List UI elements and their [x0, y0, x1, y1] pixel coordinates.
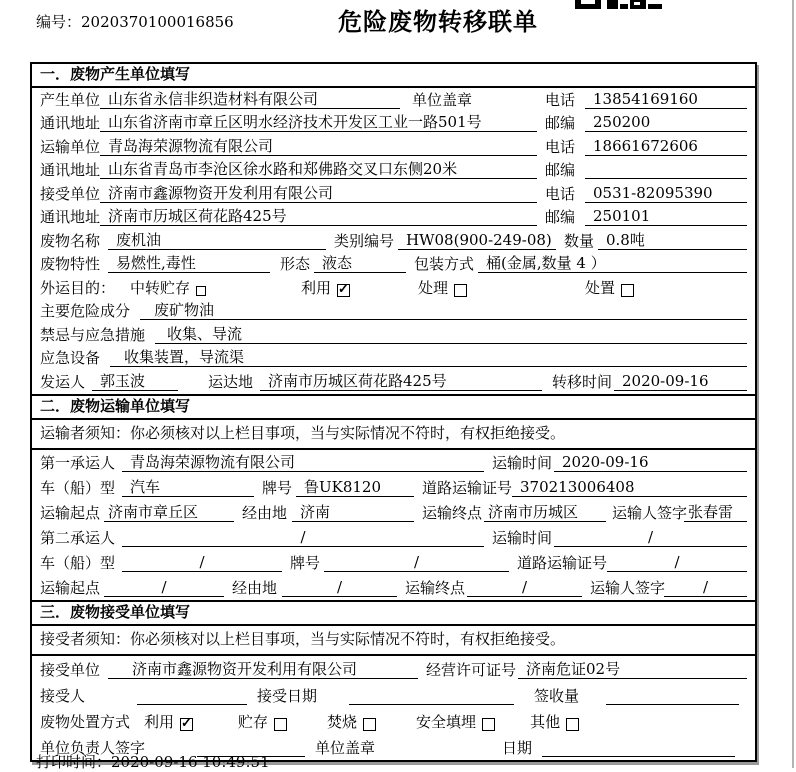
purpose-treat-option — [418, 280, 467, 297]
equipment-label: 应急设备 — [40, 349, 101, 367]
purpose-transfer-option — [130, 280, 206, 297]
carrier1-label: 第一承运人 — [40, 453, 116, 472]
manifest-form — [30, 62, 757, 762]
equipment-value: 收集装置，导流渠 — [110, 349, 747, 367]
section1-body — [32, 88, 755, 394]
taboo-value: 收集、导流 — [155, 326, 747, 344]
zip3-label: 邮编 — [545, 208, 576, 226]
accept-person-value — [137, 704, 247, 705]
row-receiver-address — [32, 206, 755, 230]
zip1-value: 250200 — [585, 114, 747, 132]
terminus2-label: 运输终点 — [405, 578, 466, 597]
purpose-label: 外运目的： — [40, 278, 116, 297]
road-permit1-label: 道路运输证号 — [422, 478, 513, 497]
section3-title: 三．废物接受单位填写 — [32, 600, 755, 626]
category-label: 类别编号 — [334, 231, 395, 250]
vehicle-type2-value: / — [122, 554, 282, 572]
road-permit1-value: 370213006408 — [512, 479, 747, 497]
purpose-use-option — [301, 280, 350, 297]
vehicle-type2-label: 车（船）型 — [40, 553, 116, 572]
transport-time2-value: / — [554, 529, 747, 547]
responsible-sign-label: 单位负责人签字 — [40, 738, 146, 757]
producer-value: 山东省永信非织造材料有限公司 — [100, 91, 400, 109]
producer-label: 产生单位 — [40, 90, 101, 109]
checkbox-transfer-unchecked — [196, 286, 206, 296]
row-carrier2 — [32, 525, 755, 550]
transporter-label: 运输单位 — [40, 137, 101, 156]
row-accept-unit — [32, 656, 755, 682]
waste-character-label: 废物特性 — [40, 255, 101, 273]
disposal-use-option — [144, 714, 193, 731]
qr-code-fragment — [575, 0, 665, 10]
form-state-value: 液态 — [314, 255, 406, 273]
row-accept-person — [32, 682, 755, 708]
row-vehicle2 — [32, 550, 755, 575]
vehicle-type1-label: 车（船）型 — [40, 478, 116, 497]
form-state-label: 形态 — [280, 255, 311, 273]
form-number-label: 编号： — [36, 13, 82, 31]
producer-address-label: 通讯地址 — [40, 114, 101, 132]
date2-value — [542, 756, 735, 757]
disposal-store-option — [238, 714, 287, 731]
qr-block — [607, 0, 618, 9]
phone1-label: 电话 — [545, 90, 576, 109]
via2-value: / — [282, 579, 397, 597]
row-transporter-left — [40, 138, 545, 156]
terminus1-label: 运输终点 — [422, 503, 483, 522]
disposal-burn-option — [327, 714, 376, 731]
row-hazard — [32, 300, 755, 324]
checkbox-disposal-burn-unchecked — [363, 718, 376, 731]
date2-label: 日期 — [502, 738, 533, 757]
transporter-address-label: 通讯地址 — [40, 161, 101, 179]
disposal-bury-option — [416, 714, 495, 731]
row-waste-name — [32, 229, 755, 253]
transporter-value: 青岛海荣源物流有限公司 — [100, 138, 537, 156]
accept-date-label: 接受日期 — [257, 686, 318, 705]
disposal-bury-label: 安全填埋 — [416, 712, 477, 731]
phone2-label: 电话 — [545, 137, 576, 156]
row-receiver-address-left — [40, 208, 545, 226]
plate1-value: 鲁UK8120 — [296, 479, 414, 497]
row-producer-address-left — [40, 114, 545, 132]
row-transporter-address-left — [40, 161, 545, 179]
sign-amount-value — [606, 704, 739, 705]
carrier2-value: / — [122, 529, 484, 547]
section1-title: 一．废物产生单位填写 — [32, 64, 755, 88]
row-producer-address — [32, 112, 755, 136]
sign-amount-label: 签收量 — [534, 686, 580, 705]
packing-label: 包装方式 — [414, 255, 475, 273]
transporter-address-value: 山东省青岛市李沧区徐水路和郑佛路交叉口东侧20米 — [100, 161, 537, 179]
section2-notice: 运输者须知：你必须核对以上栏目事项，当与实际情况不符时，有权拒绝接受。 — [32, 420, 755, 450]
transfer-time-label: 转移时间 — [552, 372, 613, 391]
row-route2 — [32, 575, 755, 600]
disposal-use-label: 利用 — [144, 712, 175, 731]
row-sender — [32, 370, 755, 394]
origin2-value: / — [104, 579, 224, 597]
waste-name-label: 废物名称 — [40, 231, 101, 250]
road-permit2-label: 道路运输证号 — [517, 553, 608, 572]
carrier-sign2-value: / — [664, 579, 747, 597]
row-receiver-left — [40, 185, 545, 203]
section3-notice: 接受者须知：你必须核对以上栏目事项，当与实际情况不符时，有权拒绝接受。 — [32, 626, 755, 656]
qr-block — [620, 4, 628, 9]
zip1-label: 邮编 — [545, 114, 576, 132]
origin1-value: 济南市章丘区 — [104, 504, 234, 522]
checkbox-disposal-store-unchecked — [274, 718, 287, 731]
window-edge — [792, 0, 794, 768]
packing-value: 桶(金属,数量 4 ） — [478, 255, 747, 273]
receiver-value: 济南市鑫源物资开发利用有限公司 — [100, 185, 537, 203]
qr-block — [581, 0, 595, 4]
disposal-other-label: 其他 — [530, 712, 561, 731]
producer-address-value: 山东省济南市章丘区明水经济技术开发区工业一路501号 — [100, 114, 537, 132]
transport-time1-label: 运输时间 — [492, 453, 553, 472]
purpose-use-label: 利用 — [301, 278, 332, 297]
receiver-label: 接受单位 — [40, 184, 101, 203]
section2-title: 二．废物运输单位填写 — [32, 394, 755, 420]
terminus1-value: 济南市历城区 — [484, 504, 606, 522]
row-transporter — [32, 135, 755, 159]
hazard-label: 主要危险成分 — [40, 302, 131, 320]
receiver-address-label: 通讯地址 — [40, 208, 101, 226]
checkbox-dispose-unchecked — [621, 284, 634, 297]
row-disposal — [32, 708, 755, 734]
origin2-label: 运输起点 — [40, 578, 101, 597]
row-equipment — [32, 347, 755, 371]
row-producer — [32, 88, 755, 112]
row-taboo — [32, 323, 755, 347]
vehicle-type1-value: 汽车 — [122, 479, 254, 497]
carrier-sign1-value: 张春雷 — [684, 504, 747, 522]
zip3-value: 250101 — [585, 208, 747, 226]
plate1-label: 牌号 — [262, 478, 293, 497]
unit-seal-label: 单位盖章 — [412, 90, 473, 109]
carrier-sign1-label: 运输人签字 — [612, 503, 688, 522]
origin1-label: 运输起点 — [40, 503, 101, 522]
row-transporter-address — [32, 159, 755, 183]
transfer-time-value: 2020-09-16 — [614, 373, 747, 391]
purpose-dispose-option — [585, 280, 634, 297]
category-value: HW08(900-249-08) — [398, 232, 556, 250]
quantity-label: 数量 — [564, 231, 595, 250]
zip2-value — [585, 178, 747, 179]
destination-label: 运达地 — [208, 372, 254, 391]
via1-value: 济南 — [292, 504, 414, 522]
road-permit2-value: / — [607, 554, 747, 572]
section2-body — [32, 450, 755, 600]
disposal-other-option — [530, 714, 579, 731]
accept-unit-value: 济南市鑫源物资开发利用有限公司 — [108, 661, 418, 679]
sender-value: 郭玉波 — [92, 373, 178, 391]
phone2-value: 18661672606 — [585, 138, 747, 156]
transport-time1-value: 2020-09-16 — [554, 454, 747, 472]
purpose-treat-label: 处理 — [418, 278, 449, 297]
plate2-value: / — [324, 554, 509, 572]
purpose-transfer-label: 中转贮存 — [130, 278, 191, 297]
row-route1 — [32, 500, 755, 525]
phone3-label: 电话 — [545, 184, 576, 203]
taboo-label: 禁忌与应急措施 — [40, 325, 146, 344]
unit-seal2-label: 单位盖章 — [315, 738, 376, 757]
row-waste-character — [32, 253, 755, 277]
phone1-value: 13854169160 — [585, 91, 747, 109]
form-number-value: 2020370100016856 — [81, 13, 234, 31]
phone3-value: 0531-82095390 — [585, 185, 747, 203]
license-value: 济南危证02号 — [518, 661, 747, 679]
receiver-address-value: 济南市历城区荷花路425号 — [100, 208, 537, 226]
accept-date-value — [349, 704, 514, 705]
qr-block — [634, 2, 640, 5]
disposal-store-label: 贮存 — [238, 712, 269, 731]
waste-name-value: 废机油 — [108, 232, 326, 250]
checkbox-disposal-use-checked — [180, 718, 193, 731]
hazard-value: 废矿物油 — [140, 302, 747, 320]
checkbox-treat-unchecked — [454, 284, 467, 297]
row-vehicle1 — [32, 475, 755, 500]
row-purpose — [32, 276, 755, 300]
carrier-sign2-label: 运输人签字 — [590, 578, 666, 597]
section3-body — [32, 656, 755, 760]
zip2-label: 邮编 — [545, 161, 576, 179]
disposal-label: 废物处置方式 — [40, 712, 131, 731]
page-title: 危险废物转移联单 — [338, 7, 538, 36]
row-producer-left — [40, 91, 545, 109]
print-time: 打印时间：2020-09-16 10:49:51 — [36, 753, 270, 771]
destination-value: 济南市历城区荷花路425号 — [260, 373, 542, 391]
via1-label: 经由地 — [242, 503, 288, 522]
checkbox-disposal-other-unchecked — [566, 718, 579, 731]
accept-unit-label: 接受单位 — [40, 660, 101, 679]
plate2-label: 牌号 — [290, 553, 321, 572]
disposal-burn-label: 焚烧 — [327, 712, 358, 731]
qr-block — [648, 4, 662, 9]
checkbox-disposal-bury-unchecked — [482, 718, 495, 731]
checkbox-use-checked — [337, 284, 350, 297]
row-receiver — [32, 182, 755, 206]
accept-person-label: 接受人 — [40, 686, 86, 705]
carrier1-value: 青岛海荣源物流有限公司 — [122, 454, 484, 472]
carrier2-label: 第二承运人 — [40, 528, 116, 547]
quantity-value: 0.8吨 — [598, 232, 747, 250]
row-carrier1 — [32, 450, 755, 475]
terminus2-value: / — [467, 579, 582, 597]
purpose-dispose-label: 处置 — [585, 278, 616, 297]
waste-character-value: 易燃性,毒性 — [108, 255, 270, 273]
sender-label: 发运人 — [40, 372, 86, 391]
license-label: 经营许可证号 — [426, 660, 517, 679]
via2-label: 经由地 — [232, 578, 278, 597]
transport-time2-label: 运输时间 — [492, 528, 553, 547]
